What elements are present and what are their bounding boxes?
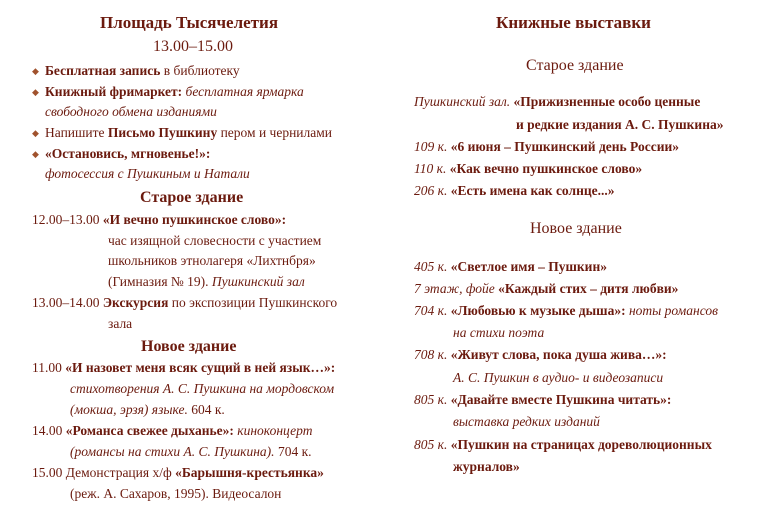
list-item: «Остановись, мгновенье!»: <box>45 146 211 161</box>
millennium-square-title: Площадь Тысячелетия <box>100 13 279 32</box>
event-row-cont: час изящной словесности с участием <box>108 233 322 248</box>
exhibition-row-cont: А. С. Пушкин в аудио- и видеозаписи <box>453 370 664 385</box>
exhibition-row: Пушкинский зал. «Прижизненные особо ценные <box>414 94 701 109</box>
square-time: 13.00–15.00 <box>153 38 233 55</box>
list-item: Бесплатная запись в библиотеку <box>45 63 240 78</box>
exhibition-row: 405 к. «Светлое имя – Пушкин» <box>414 259 607 274</box>
old-building-title: Старое здание <box>526 57 624 74</box>
exhibition-row-cont: выставка редких изданий <box>453 414 600 429</box>
event-row: 14.00 «Романса свежее дыханье»: киноконцерт <box>32 423 313 438</box>
exhibition-row-cont: и редкие издания А. С. Пушкина» <box>516 117 724 132</box>
list-item: Книжный фримаркет: бесплатная ярмарка <box>45 84 304 99</box>
list-item: Напишите Письмо Пушкину пером и чернилами <box>45 125 333 140</box>
list-item-cont: свободного обмена изданиями <box>45 104 217 119</box>
exhibition-row: 704 к. «Любовью к музыке дыша»: ноты романсов <box>414 303 718 318</box>
event-row: 12.00–13.00 «И вечно пушкинское слово»: <box>32 212 287 227</box>
exhibition-row: 7 этаж, фойе «Каждый стих – дитя любви» <box>414 281 679 296</box>
exhibition-row: 109 к. «6 июня – Пушкинский день России» <box>414 139 680 154</box>
event-row: 11.00 «И назовет меня всяк сущий в ней язык…»: <box>32 360 336 375</box>
event-row-cont: (реж. А. Сахаров, 1995). Видеосалон <box>70 486 282 501</box>
diamond-bullet-icon: ◆ <box>32 128 39 138</box>
exhibition-row: 206 к. «Есть имена как солнце...» <box>414 183 615 198</box>
diamond-bullet-icon: ◆ <box>32 66 39 76</box>
exhibition-row: 805 к. «Давайте вместе Пушкина читать»: <box>414 392 672 407</box>
event-row-cont: зала <box>108 316 133 331</box>
diamond-bullet-icon: ◆ <box>32 149 39 159</box>
exhibition-row: 110 к. «Как вечно пушкинское слово» <box>414 161 643 176</box>
new-building-title: Новое здание <box>530 220 622 237</box>
exhibition-row: 805 к. «Пушкин на страницах дореволюционных <box>414 437 712 452</box>
event-row-cont: (Гимназия № 19). Пушкинский зал <box>108 274 305 289</box>
event-row-cont: (романсы на стихи А. С. Пушкина). 704 к. <box>70 444 312 459</box>
exhibition-row-cont: на стихи поэта <box>453 325 545 340</box>
list-item-cont: фотосессия с Пушкиным и Натали <box>45 166 250 181</box>
event-row-cont: (мокша, эрзя) языке. 604 к. <box>70 402 225 417</box>
event-row-cont: стихотворения А. С. Пушкина на мордовском <box>70 381 335 396</box>
new-building-title: Новое здание <box>141 338 237 355</box>
book-exhibitions-title: Книжные выставки <box>496 13 651 32</box>
diamond-bullet-icon: ◆ <box>32 87 39 97</box>
event-row: 13.00–14.00 Экскурсия по экспозиции Пушкинского <box>32 295 338 310</box>
exhibition-row-cont: журналов» <box>453 459 520 474</box>
exhibition-row: 708 к. «Живут слова, пока душа жива…»: <box>414 347 667 362</box>
event-row-cont: школьников этнолагеря «Лихтнбря» <box>108 253 316 268</box>
event-row: 15.00 Демонстрация х/ф «Барышня-крестьянка» <box>32 465 324 480</box>
old-building-title: Старое здание <box>140 189 244 206</box>
